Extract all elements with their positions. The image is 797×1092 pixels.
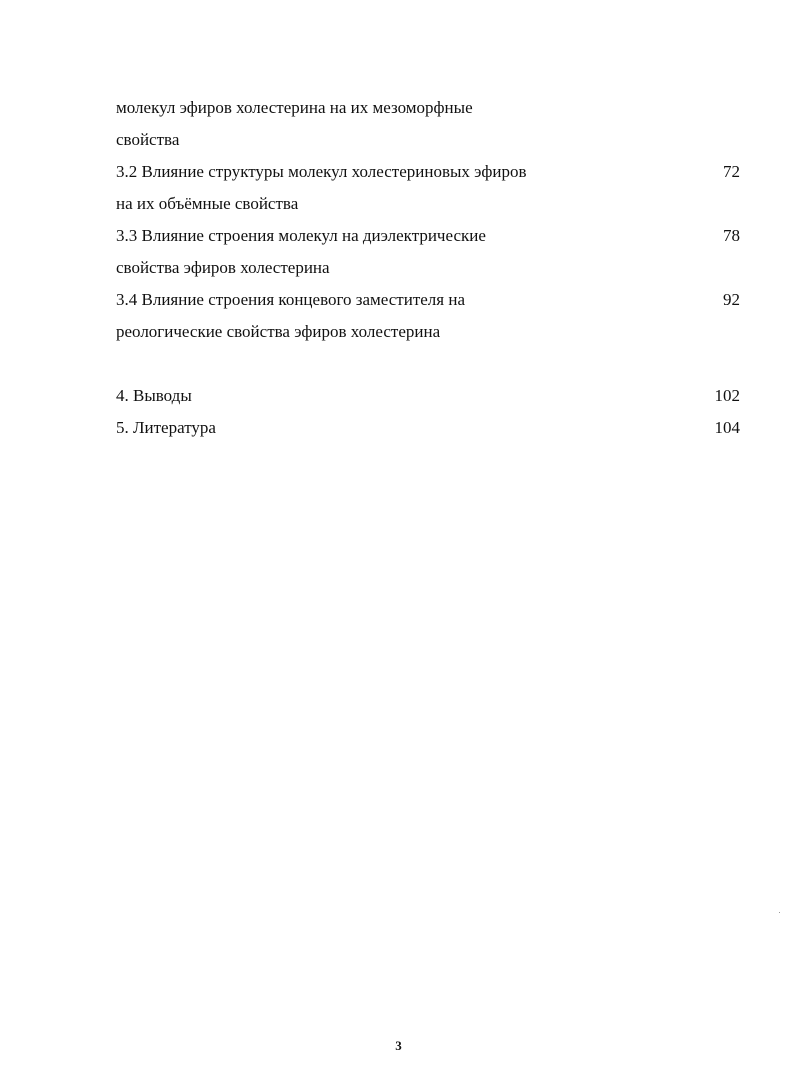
toc-entry-text: 3.3 Влияние строения молекул на диэлектрические: [116, 226, 486, 245]
toc-section-text: 5. Литература: [116, 418, 216, 437]
page-number: 3: [395, 1038, 402, 1053]
toc-entry-text: свойства: [116, 130, 180, 149]
toc-line: [116, 252, 740, 284]
toc-section-text: 4. Выводы: [116, 386, 192, 405]
toc-entry-text: 3.2 Влияние структуры молекул холестериновых эфиров: [116, 162, 527, 181]
toc-entry-page: 92: [723, 290, 740, 309]
toc-entry-page: 72: [723, 162, 740, 181]
scan-speck: [779, 912, 780, 913]
toc-line: [116, 156, 740, 188]
table-of-contents: [116, 92, 740, 444]
toc-entry-text: 3.4 Влияние строения концевого заместителя на: [116, 290, 466, 309]
toc-section-line: [116, 412, 740, 444]
toc-line: [116, 92, 740, 124]
toc-line: [116, 220, 740, 252]
toc-section-page: 102: [714, 386, 740, 405]
toc-section-line: [116, 380, 740, 412]
toc-entry-text: свойства эфиров холестерина: [116, 258, 330, 277]
toc-entry-text: на их объёмные свойства: [116, 194, 299, 213]
toc-line: [116, 316, 740, 348]
toc-line: [116, 284, 740, 316]
toc-entry-page: 78: [723, 226, 740, 245]
toc-entry-text: молекул эфиров холестерина на их мезоморфные: [116, 98, 473, 117]
toc-entry-text: реологические свойства эфиров холестерина: [116, 322, 441, 341]
toc-line: [116, 124, 740, 156]
section-gap: [116, 348, 740, 380]
toc-line: [116, 188, 740, 220]
toc-section-page: 104: [714, 418, 740, 437]
